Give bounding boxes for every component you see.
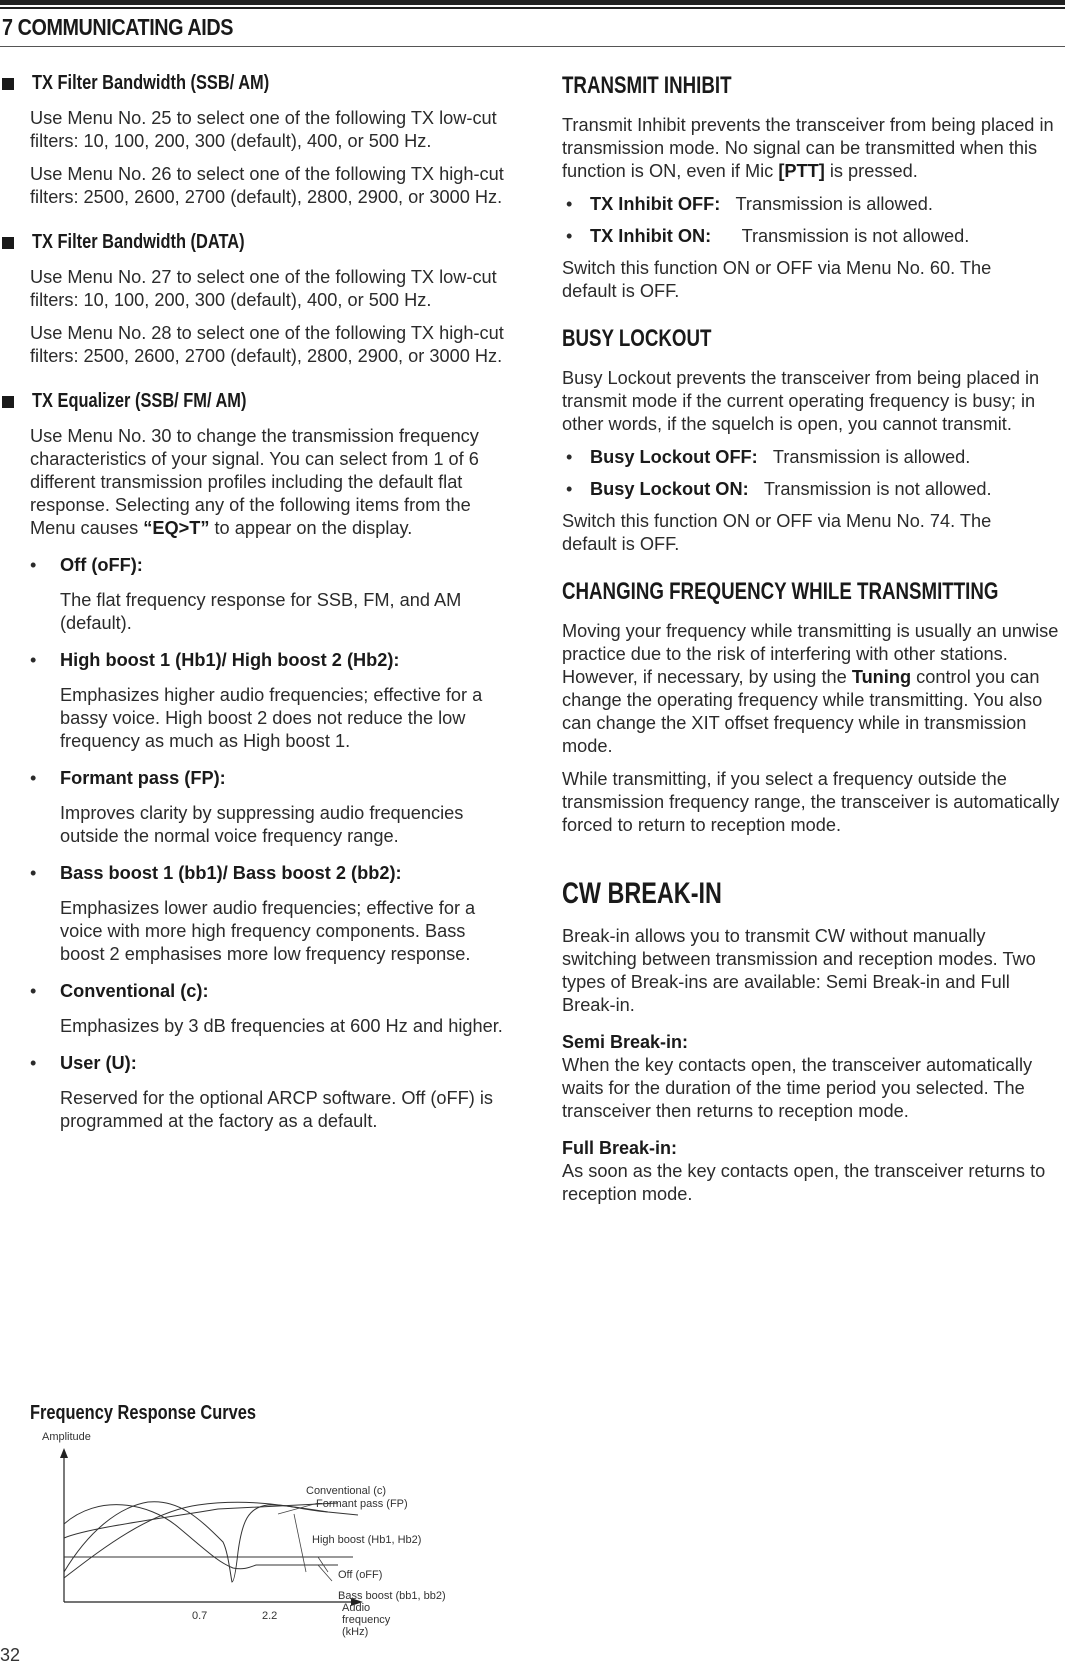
busy-lockout-heading: BUSY LOCKOUT — [562, 325, 712, 352]
eq-item-high-boost-desc: Emphasizes higher audio frequencies; effective for a bassy voice. High boost 2 does not reduce the low frequency as much as High boost 1. — [60, 685, 483, 751]
frequency-response-figure — [28, 1402, 528, 1642]
y-axis-label: Amplitude — [42, 1431, 91, 1443]
x-axis-label-2: frequency — [342, 1614, 391, 1626]
eq-item-formant-pass: • Formant pass (FP): — [30, 768, 226, 788]
curve-label-high-boost: High boost (Hb1, Hb2) — [312, 1534, 422, 1546]
curve-label-conventional: Conventional (c) — [306, 1485, 387, 1497]
semi-breakin-text: When the key contacts open, the transceiver automatically waits for the duration of the time period you selected. The transceiver then returns to reception mode. — [562, 1055, 1033, 1121]
square-bullet-icon — [2, 78, 14, 90]
tx-filter-data-heading: TX Filter Bandwidth (DATA) — [0, 231, 510, 254]
transmit-inhibit-intro: Transmit Inhibit prevents the transceiver from being placed in transmission mode. No signal can be transmitted when this function is ON, even if Mic [PTT] is pressed. — [562, 115, 1054, 181]
changing-frequency-p2: While transmitting, if you select a frequency outside the transmission frequency range, the transceiver is automatically forced to return to reception mode. — [562, 769, 1060, 835]
tx-inhibit-off-bullet: • TX Inhibit OFF: Transmission is allowed. — [566, 194, 933, 214]
header-rule — [0, 46, 1065, 47]
eq-item-off-desc: The flat frequency response for SSB, FM, and AM (default). — [60, 590, 462, 633]
curve-bass-boost — [64, 1505, 338, 1569]
top-rule-thin — [0, 7, 1065, 9]
eq-item-conventional: • Conventional (c): — [30, 981, 209, 1001]
eq-t-indicator: “EQ>T” — [143, 518, 210, 538]
x-axis-label-1: Audio — [342, 1602, 371, 1614]
eq-item-user-desc: Reserved for the optional ARCP software. Off (oFF) is programmed at the factory as a default. — [60, 1088, 493, 1131]
response-curves-chart — [28, 1402, 528, 1642]
left-column — [0, 72, 510, 1143]
eq-item-bass-boost: • Bass boost 1 (bb1)/ Bass boost 2 (bb2): — [30, 863, 402, 883]
eq-item-off: • Off (oFF): — [30, 555, 143, 575]
page-number: 32 — [0, 1645, 21, 1665]
tx-filter-ssb-lowcut: Use Menu No. 25 to select one of the following TX low-cut filters: 10, 100, 200, 300 (default), 400, or 500 Hz. — [30, 108, 497, 151]
tx-equalizer-intro: Use Menu No. 30 to change the transmission frequency characteristics of your signal. You can select from 1 of 6 different transmission profiles including the default flat response. Selecting any of the following items from the Menu causes “EQ>T” to appear on the display. — [30, 426, 479, 538]
cw-breakin-intro: Break-in allows you to transmit CW without manually switching between transmission and reception modes. Two types of Break-ins are available: Semi Break-in and Full Break-in. — [562, 926, 1036, 1015]
curve-label-formant-pass: Formant pass (FP) — [316, 1498, 408, 1510]
tx-filter-data-highcut: Use Menu No. 28 to select one of the following TX high-cut filters: 2500, 2600, 2700 (default), 2800, 2900, or 3000 Hz. — [30, 323, 504, 366]
eq-item-bass-boost-desc: Emphasizes lower audio frequencies; effective for a voice with more high frequency components. Bass boost 2 emphasises more low frequency response. — [60, 898, 476, 964]
eq-item-high-boost: • High boost 1 (Hb1)/ High boost 2 (Hb2): — [30, 650, 400, 670]
square-bullet-icon — [2, 396, 14, 408]
tx-inhibit-on-bullet: • TX Inhibit ON: Transmission is not allowed. — [566, 226, 970, 246]
busy-lockout-off-bullet: • Busy Lockout OFF: Transmission is allowed. — [566, 447, 971, 467]
ptt-key: [PTT] — [778, 161, 825, 181]
busy-lockout-intro: Busy Lockout prevents the transceiver from being placed in transmit mode if the current operating frequency is busy; in other words, if the squelch is open, you cannot transmit. — [562, 368, 1040, 434]
full-breakin-text: As soon as the key contacts open, the transceiver returns to reception mode. — [562, 1161, 1046, 1204]
eq-item-user: • User (U): — [30, 1053, 137, 1073]
x-tick-0.7: 0.7 — [192, 1610, 208, 1622]
chapter-title: 7 COMMUNICATING AIDS — [2, 14, 233, 40]
tuning-control-label: Tuning — [851, 667, 912, 687]
cw-breakin-heading: CW BREAK-IN — [562, 877, 722, 910]
tx-filter-ssb-highcut: Use Menu No. 26 to select one of the following TX high-cut filters: 2500, 2600, 2700 (default), 2800, 2900, or 3000 Hz. — [30, 164, 504, 207]
changing-frequency-p1: Moving your frequency while transmitting is usually an unwise practice due to the risk of interfering with other stations. However, if necessary, by using the Tuning control you can change the operating frequency while transmitting. You also can change the XIT offset frequency while in transmission mode. — [562, 621, 1059, 756]
eq-item-conventional-desc: Emphasizes by 3 dB frequencies at 600 Hz and higher. — [60, 1016, 503, 1036]
leader-high-boost — [294, 1514, 306, 1572]
curve-label-bass-boost: Bass boost (bb1, bb2) — [338, 1590, 446, 1602]
semi-breakin-title: Semi Break-in: — [562, 1032, 689, 1052]
top-rule — [0, 0, 1065, 5]
busy-lockout-footer: Switch this function ON or OFF via Menu No. 74. The default is OFF. — [562, 511, 992, 554]
tx-filter-data-lowcut: Use Menu No. 27 to select one of the following TX low-cut filters: 10, 100, 200, 300 (default), 400, or 500 Hz. — [30, 267, 497, 310]
curve-conventional — [64, 1503, 338, 1538]
busy-lockout-on-bullet: • Busy Lockout ON: Transmission is not allowed. — [566, 479, 992, 499]
transmit-inhibit-footer: Switch this function ON or OFF via Menu No. 60. The default is OFF. — [562, 258, 992, 301]
eq-item-formant-pass-desc: Improves clarity by suppressing audio frequencies outside the normal voice frequency range. — [60, 803, 464, 846]
figure-title: Frequency Response Curves — [30, 1402, 257, 1424]
tx-equalizer-heading: TX Equalizer (SSB/ FM/ AM) — [0, 390, 510, 413]
full-breakin-title: Full Break-in: — [562, 1138, 678, 1158]
changing-frequency-heading: CHANGING FREQUENCY WHILE TRANSMITTING — [562, 578, 999, 605]
transmit-inhibit-heading: TRANSMIT INHIBIT — [562, 72, 732, 99]
x-tick-2.2: 2.2 — [262, 1610, 278, 1622]
x-axis-label-3: (kHz) — [342, 1626, 369, 1638]
tx-filter-ssb-heading: TX Filter Bandwidth (SSB/ AM) — [0, 72, 510, 95]
curve-label-off: Off (oFF) — [338, 1569, 383, 1581]
square-bullet-icon — [2, 237, 14, 249]
right-column — [562, 72, 1062, 1216]
